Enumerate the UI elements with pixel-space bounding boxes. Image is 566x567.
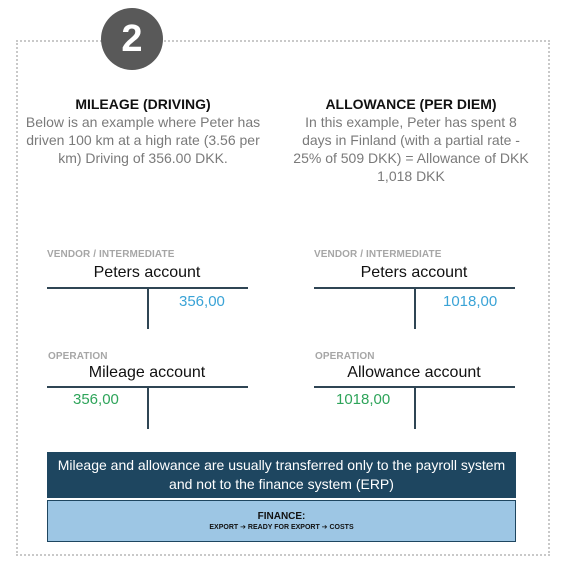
mileage-operation-label: OPERATION	[48, 351, 108, 362]
allowance-vendor-credit: 1018,00	[443, 293, 498, 310]
allowance-heading	[291, 95, 531, 185]
mileage-operation-t-divider	[147, 386, 149, 429]
mileage-description: Below is an example where Peter has driven 100 km at a high rate (3.56 per km) Driving of 356.00 DKK.	[25, 114, 261, 166]
step-number-badge: 2	[101, 8, 163, 70]
allowance-vendor-account-name: Peters account	[360, 264, 468, 281]
mileage-vendor-credit: 356,00	[179, 293, 225, 310]
mileage-heading	[23, 95, 263, 167]
allowance-vendor-t-divider	[414, 287, 416, 329]
mileage-title: MILEAGE (DRIVING)	[75, 96, 211, 112]
finance-status-box	[47, 500, 516, 542]
allowance-vendor-label: VENDOR / INTERMEDIATE	[314, 249, 442, 260]
allowance-operation-debit: 1018,00	[336, 391, 391, 408]
allowance-operation-label: OPERATION	[315, 351, 375, 362]
mileage-vendor-account-name: Peters account	[93, 264, 201, 281]
mileage-operation-account-name: Mileage account	[88, 364, 206, 381]
allowance-operation-account-name: Allowance account	[347, 364, 481, 381]
mileage-vendor-t-divider	[147, 287, 149, 329]
finance-export-flow: EXPORT ➔ READY FOR EXPORT ➔ COSTS	[209, 524, 354, 531]
allowance-description: In this example, Peter has spent 8 days in Finland (with a partial rate - 25% of 509 DKK) = Allowance of DKK 1,018 DKK	[293, 114, 529, 184]
payroll-transfer-note: Mileage and allowance are usually transferred only to the payroll system and not to the finance system (ERP)	[47, 452, 516, 498]
mileage-operation-debit: 356,00	[73, 391, 119, 408]
allowance-title: ALLOWANCE (PER DIEM)	[325, 96, 497, 112]
finance-title: FINANCE:	[257, 511, 306, 522]
mileage-vendor-label: VENDOR / INTERMEDIATE	[47, 249, 175, 260]
allowance-operation-t-divider	[414, 386, 416, 429]
